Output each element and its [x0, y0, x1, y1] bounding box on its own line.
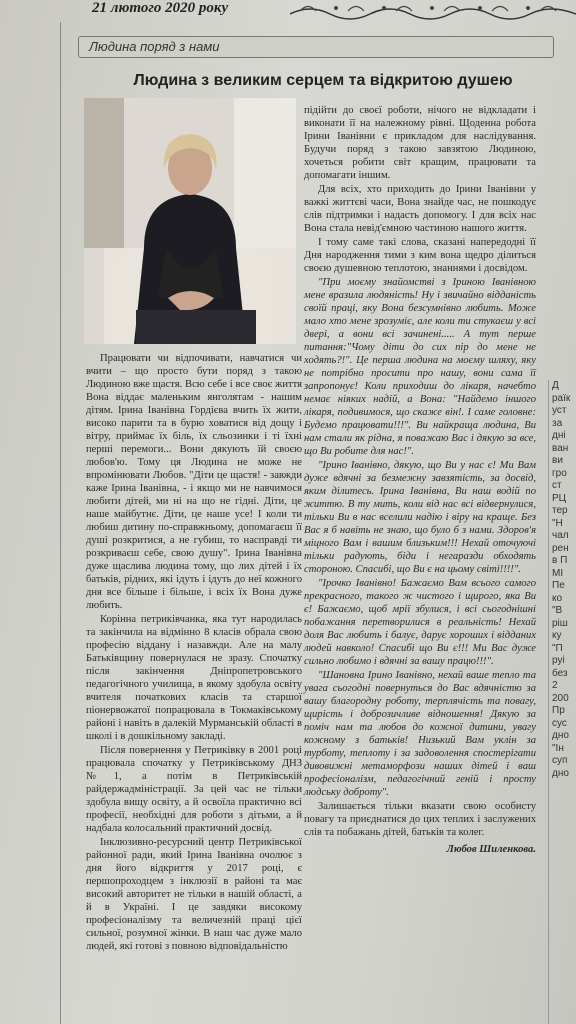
ornament-icon — [290, 2, 576, 20]
article-paragraph: "Ірино Іванівно, дякую, що Ви у нас є! Ми Вам дуже вдячні за безмежну завзятість, за досвід, яким ділитесь. Ірина Іванівна, Ви наш водій по життю. В ту мить, коли від нас всі відвернулися, тільки Ви в нас вселили надію і віру на краще. Без Вас я б навіть не знаю, що було б з нами. Здоров'я міцного Вам і вашим близьким!!! Нехай оточуючі тільки радують, біди і негаразди обходять стороною. Спасибі, що Ви є на цьому світі!!!!". — [304, 460, 536, 575]
article-paragraph: Для всіх, хто приходить до Ірини Іванівни у важкі життєві часи, Вона знайде час, не пошкодує слів підтримки і надасть допомогу. І для всіх нас Вона стала невід'ємною частиною нашого життя. — [304, 184, 536, 234]
fragment-line: ко — [552, 592, 563, 604]
fragment-line: без — [552, 667, 568, 679]
fragment-line: дно — [552, 730, 569, 741]
fragment-line: за — [552, 417, 563, 429]
fragment-line: РЦ — [552, 492, 567, 504]
fragment-line: тер — [552, 505, 568, 516]
portrait-photo — [84, 98, 296, 344]
fragment-line: "Ін — [552, 742, 564, 754]
article-paragraph: Працювати чи відпочивати, навчатися чи вчити – що просто бути поряд з такою Людиною вже щастя. Всю себе і все своє життя Вона віддає маленьким янголятам - нашим дітям. Ірина Іванівна Гордієва вчить їх жити, високо парити та в бурю ховатися від дощу і вітру, приймає їх біль, їх сльозинки і ті їхні перші перемоги... Вони дякують їй своєю любов'ю. Тому ця Людина не може не впромінювати Любов. "Діти це щастя! - завжди каже Ірина Іванівна, - і якщо ми не навчимося любити дітей, ми ні на що не гідні. Діти, це наше майбутнє. Діти, це наше усе! І коли ти любиш дитину по-справжньому, допомагаєш її душі розкритися, а не губиш, то насправді ти розкриваєш себе, свою душу". Ірина Іванівна дуже щаслива людина тому, що лих дітей і їх батьків, рідних, які ідуть і ідуть до неї кожного дня все більше і більше, і всіх їх Вона дуже любить. — [86, 353, 302, 611]
article-paragraph: І тому саме такі слова, сказані напередодні її Дня народження тими з ким вона щедро ділиться своєю душевною теплотою, знаннями і досвідом. — [304, 237, 536, 274]
fragment-line: ріш — [552, 617, 568, 629]
fragment-line: Д — [552, 380, 559, 391]
fragment-line: раїк — [552, 392, 571, 404]
rubric-title: Людина поряд з нами — [89, 39, 220, 54]
fragment-line: Пе — [552, 580, 565, 591]
next-column-fragment — [552, 380, 576, 1024]
fragment-line: ви — [552, 455, 563, 466]
fragment-line: МІ — [552, 567, 564, 579]
fragment-line: ст — [552, 480, 562, 491]
article-headline: Людина з великим серцем та відкритою душею — [133, 72, 513, 89]
article-column-left — [86, 352, 302, 954]
author-signature: Любов Шиленкова. — [446, 844, 536, 855]
column-rule — [60, 22, 61, 1024]
fragment-line: "Н — [552, 517, 563, 529]
fragment-line: в П — [552, 555, 568, 566]
article-paragraph: "При моєму знайомстві з Іриною Іванівною мене вразила людяність! Ну і звичайно відданість своїй праці, яку Вона безсумнівно любить. Може мало хто мене зрозуміє, але коли ти стукаєш у всі двері, а вони всі зачинені..... А тут перше питання:"Чому діти до сих пір до мене не ходять?!". Це перша людина на моєму шляху, яку не потрібно просити про нашу, вони сама її запропонує! Коли приходиш до лікаря, начебто немає ніяких надій, а Вона: "Найдемо іншого лікаря, подивимося, що скаже він!. І саме головне: Будемо працювати!!!". Ви найкраща людина, Ви нам стали як рідна, я поважаю Вас і дякую за все, що Ви робите для нас!". — [304, 277, 536, 457]
article-column-right — [304, 104, 536, 856]
fragment-line: Пр — [552, 705, 565, 716]
article-paragraph: Інклюзивно-ресурсний центр Петриківської районної ради, який Ірина Іванівна очолює з дня його відкриття у 2017 році, є першопроходцем з інклюзії в районі та має високий авторитет не тільки в нашій області, а й в Україні. І це завдяки високому професіоналізму та величезній праці цієї сильної, розумної жінки. В наш час дуже мало людей, які готові з повною відповідальністю — [86, 837, 302, 952]
fragment-line: гро — [552, 467, 567, 479]
fragment-line: дно — [552, 767, 569, 779]
portrait-photo-icon — [84, 98, 296, 344]
issue-date: 21 лютого 2020 року — [92, 0, 229, 16]
page-edge — [548, 380, 549, 1024]
article-paragraph: Після повернення у Петриківку в 2001 році працювала спочатку у Петриківському ДНЗ №1, а потім в Петриківській райдержадміністрації. За цей час не тільки здобула вищу освіту, а й освоїла практично всі професії, необхідні для роботи з дітьми, а й надбала колосальний практичний досвід. — [86, 745, 302, 834]
article-paragraph: Залишається тільки вказати свою особисту повагу та приєднатися до цих теплих і заслужених слів та побажань дітей, батьків та колег. — [304, 801, 536, 838]
fragment-line: 2 — [552, 680, 558, 691]
fragment-line: дні — [552, 430, 566, 441]
fragment-line: 200 — [552, 692, 569, 704]
fragment-line: ку — [552, 630, 562, 641]
fragment-line: ван — [552, 442, 569, 454]
article-paragraph: підійти до своєї роботи, нічого не відкладати і виконати її на належному рівні. Щоденна робота Ірини Іванівни є прикладом для наслідування. Будучи поряд з такою завзятою Людиною, хочеться робити світ кращим, працювати та допомагати іншим. — [304, 105, 536, 181]
fragment-line: суп — [552, 755, 568, 766]
fragment-line: "В — [552, 605, 563, 616]
page-header — [0, 0, 576, 22]
article-paragraph: Корінна петриківчанка, яка тут народилась та закінчила на відмінно 8 класів обрала свою професію віддану і назавжди. Але на малу Батьківщину повернулася не зразу. Спочатку після закінчення Дніпропетровського педагогічного училища, в якому здобула освіту вчителя початкових класів та старшої піонервожатої попрацювала в Токмаківському районі і навіть в далекій Мурманській області в школі і в дошкільному закладі. — [86, 614, 302, 742]
fragment-line: чал — [552, 530, 569, 541]
article-paragraph: "Шановна Ірино Іванівно, нехай ваше тепло та увага сьогодні повернуться до Вас вдячністю за вашу благородну роботу, терплячість та повагу, щирість і доброзичливе відношення! Дякую за поміч нам та любов до кожної дитини, увагу кожному з батьків! Низький Вам уклін за турботу, теплоту і за задоволення спостерігати дивовижні метаморфози наших дітей і ваш професіоналізм, педагогічний геній і просту людську доброту". — [304, 670, 536, 798]
fragment-line: руі — [552, 655, 565, 666]
rubric-box — [78, 36, 554, 58]
article-paragraph: "Ірочко Іванівно! Бажаємо Вам всього самого прекрасного, такого ж чистого і щирого, яка Ви є! Бажаємо, щоб мрії збулися, і всі сьогоднішні побажання перетворилися в реальність! Нехай доля Вас любить і балує, дарує хороших і відданих людей навколо! Спасибі що Ви є!!! Ми Вас дуже сильно любимо і вдячні за вашу працю!!!". — [304, 578, 536, 667]
fragment-line: рен — [552, 542, 569, 554]
fragment-line: сус — [552, 717, 567, 729]
fragment-line: уст — [552, 405, 567, 416]
fragment-line: "П — [552, 642, 563, 654]
